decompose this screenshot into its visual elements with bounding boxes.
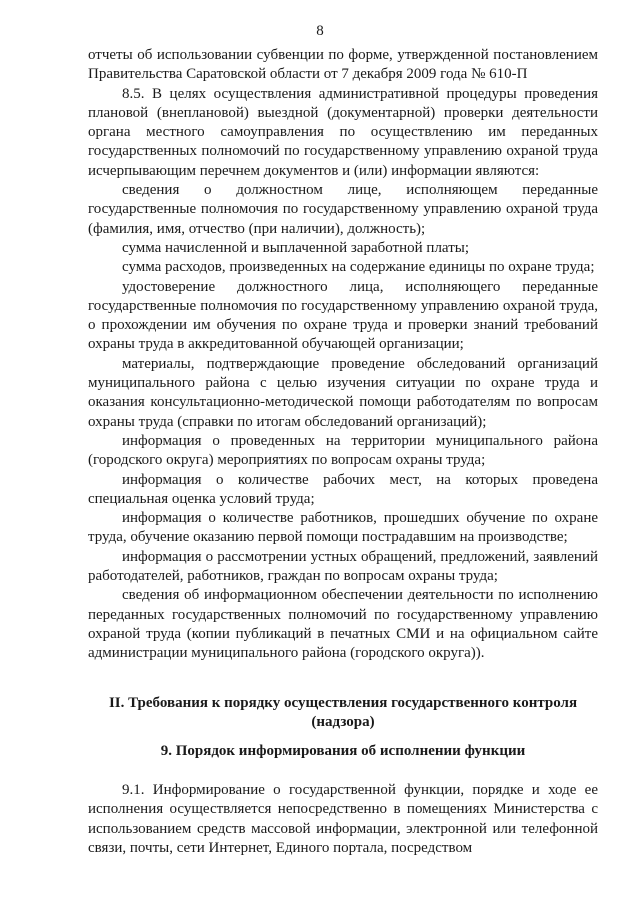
list-item-salary: сумма начисленной и выплаченной заработной платы; (122, 239, 469, 256)
list-item-training: информация о количестве работников, прошедших обучение по охране труда, обучение оказанию первой помощи пострадавшим на производстве; (88, 510, 598, 546)
subsection-heading: 9. Порядок информирования об исполнении функции (160, 743, 526, 759)
paragraph-subsidy-report: отчеты об использовании субвенции по форме, утвержденной постановлением Правительства Саратовской области от 7 декабря 2009 года № 610-П (88, 47, 598, 83)
list-item-expenses: сумма расходов, произведенных на содержание единицы по охране труда; (122, 259, 595, 276)
paragraph-8-5: 8.5. В целях осуществления административной процедуры проведения плановой (внеплановой) выездной (документарной) проверки деятельности органа местного самоуправления по осуществлению им переданных государственных полномочий по государственному управлению охраной труда исчерпывающим перечнем документов и (или) информации являются: (88, 85, 598, 179)
section-9-body (88, 781, 598, 858)
page-number: 8 (316, 23, 324, 39)
list-item-certificate: удостоверение должностного лица, исполняющего переданные государственные полномочия по государственному управлению охраной труда, о прохождении им обучения по охране труда и проверки знаний требований охраны труда в аккредитованной обучающей организации; (88, 278, 598, 353)
list-item-information-support: сведения об информационном обеспечении деятельности по исполнению переданных государственных полномочий по государственному управлению охраной труда (копии публикаций в печатных СМИ и на официальном сайте администрации муниципального района (городского округа)). (88, 587, 598, 662)
paragraph-9-1: 9.1. Информирование о государственной функции, порядке и ходе ее исполнения осуществляется непосредственно в помещениях Министерства с использованием средств массовой информации, электронной или телефонной связи, почты, сети Интернет, Единого портала, посредством (88, 782, 598, 856)
list-item-official-info: сведения о должностном лице, исполняющем переданные государственные полномочия по государственному управлению охраной труда (фамилия, имя, отчество (при наличии), должность); (88, 182, 598, 237)
section-heading: II. Требования к порядку осуществления государственного контроля (надзора) (108, 695, 578, 731)
list-item-appeals: информация о рассмотрении устных обращений, предложений, заявлений работодателей, работников, граждан по вопросам охраны труда; (88, 548, 598, 585)
list-item-inspection-materials: материалы, подтверждающие проведение обследований организаций муниципального района с целью изучения ситуации по охране труда и оказания консультационно-методической помощи работодателям по вопросам охраны труда (справки по итогам обследований организаций); (88, 355, 598, 430)
list-item-events: информация о проведенных на территории муниципального района (городского округа) мероприятиях по вопросам охраны труда; (88, 432, 598, 469)
list-item-workplaces: информация о количестве рабочих мест, на которых проведена специальная оценка условий труда; (88, 471, 598, 507)
document-body (88, 46, 598, 664)
